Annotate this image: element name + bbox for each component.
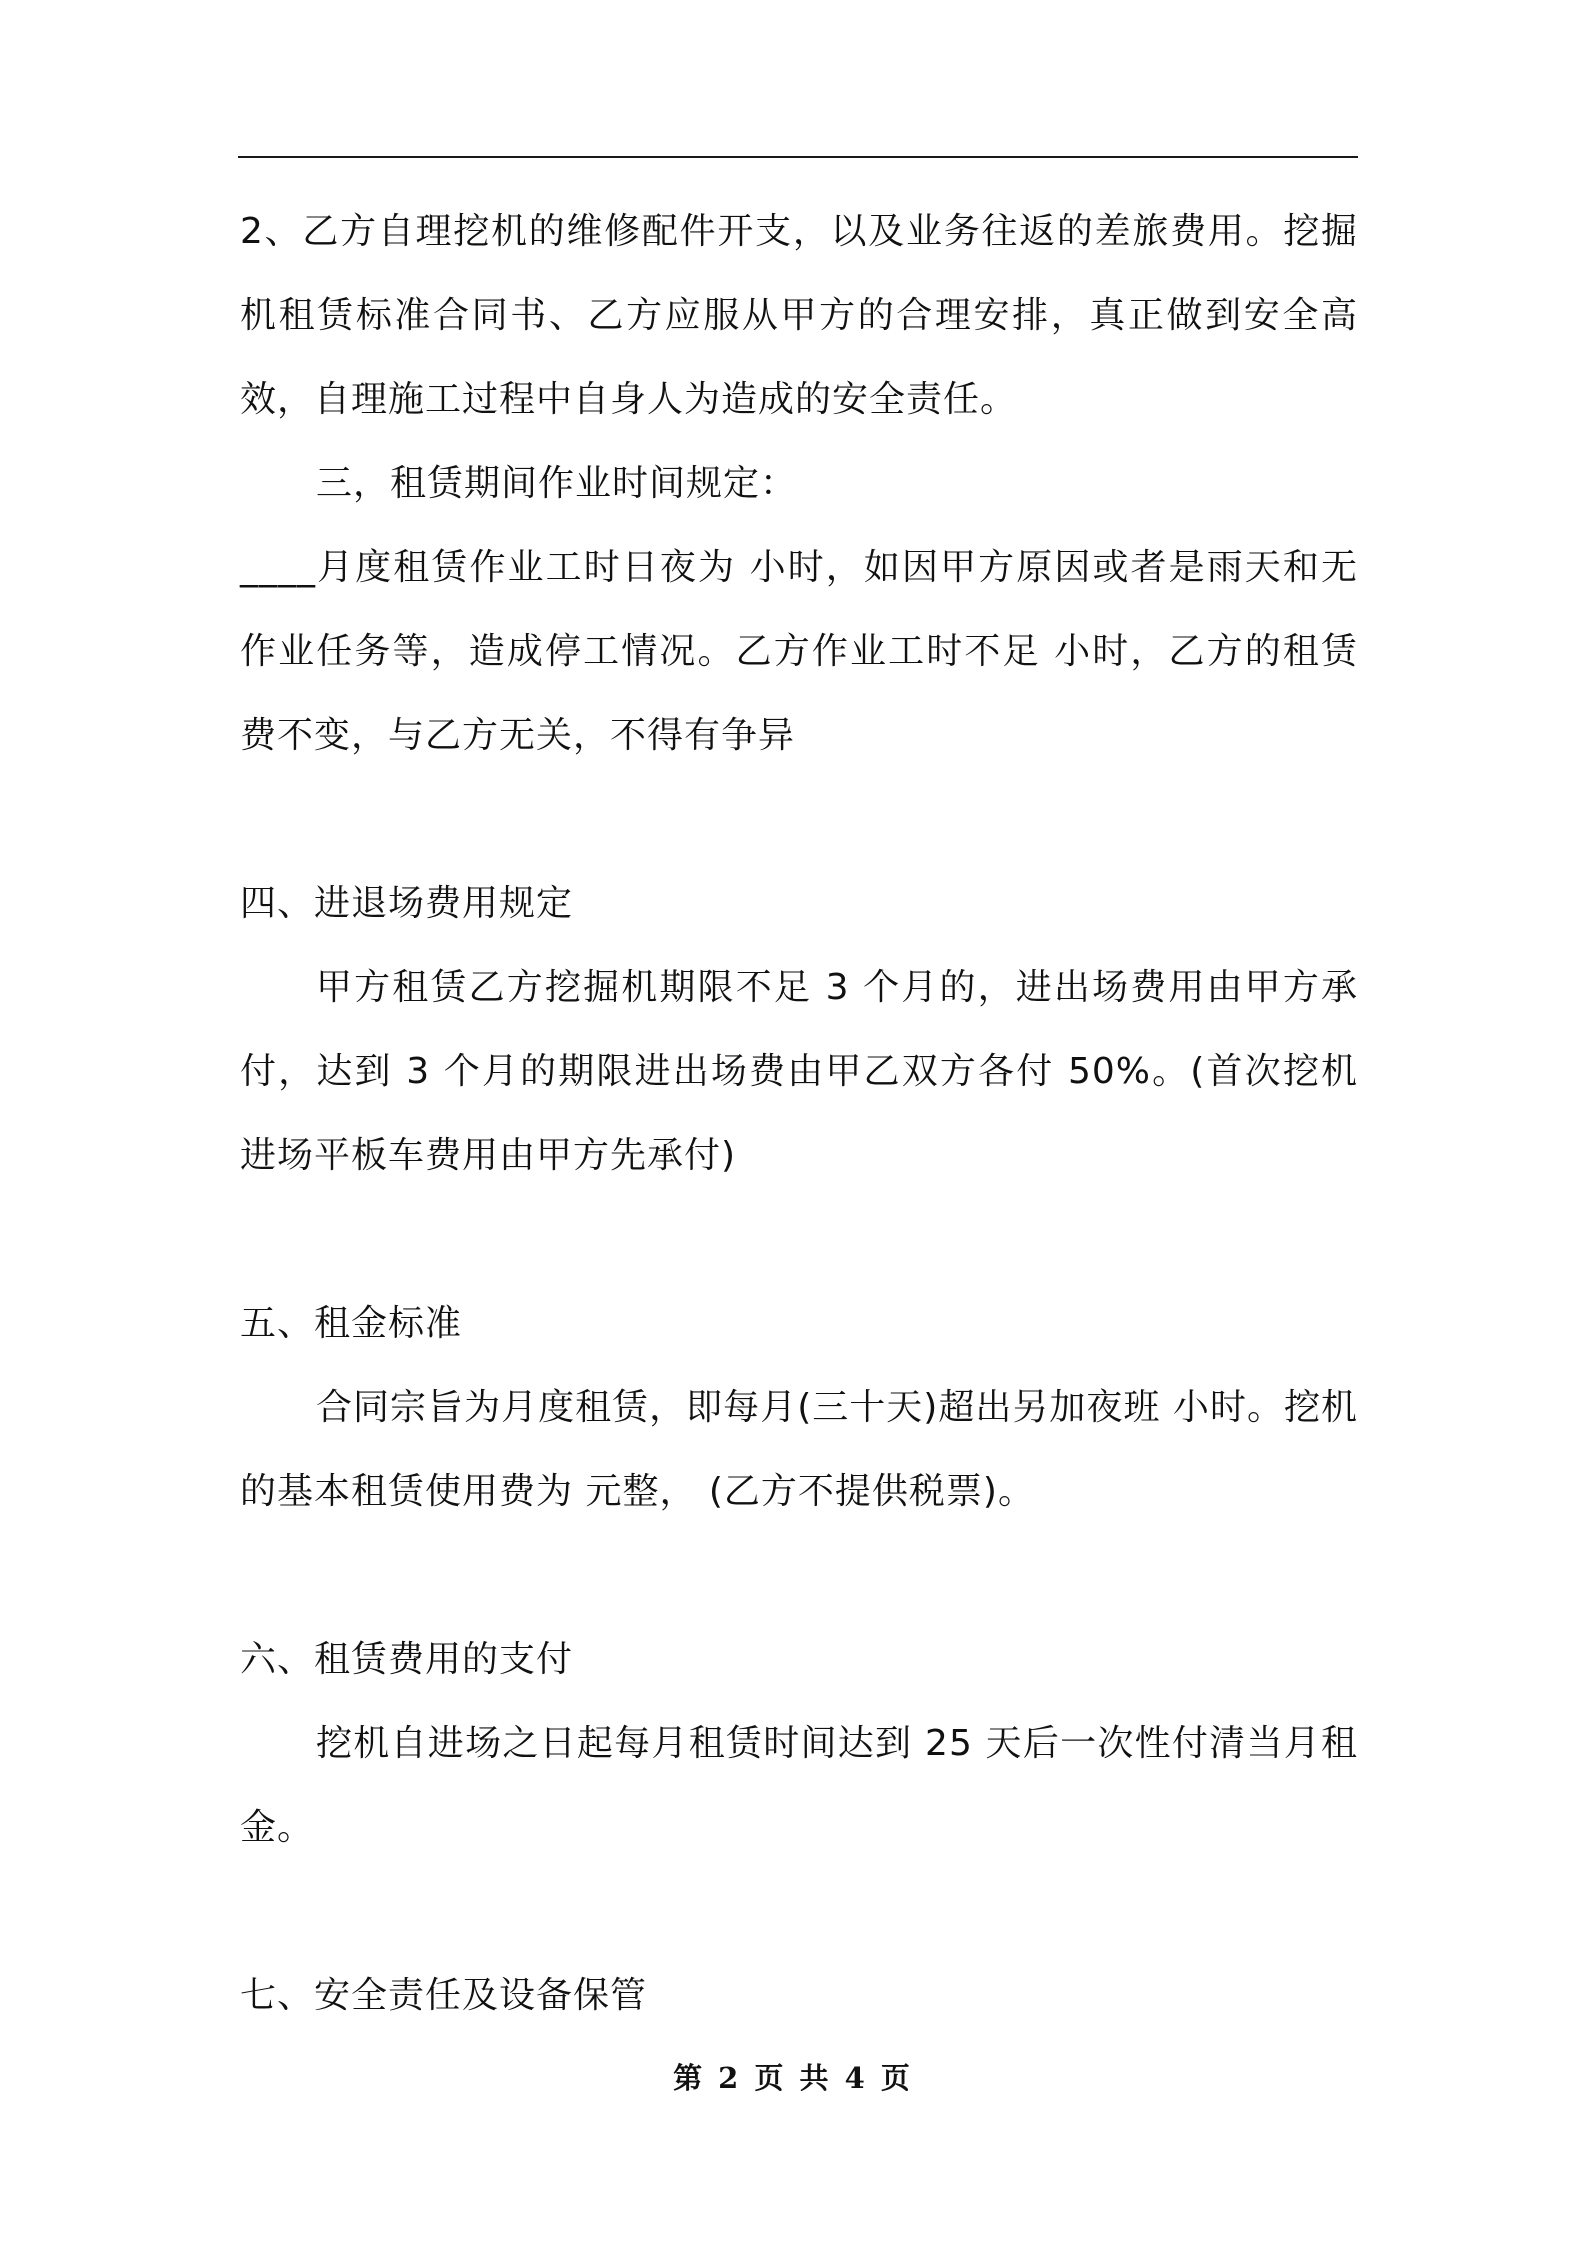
section-heading-payment: 六、租赁费用的支付 bbox=[240, 1639, 574, 1680]
section-heading-entry-exit-fees: 四、进退场费用规定 bbox=[240, 883, 574, 924]
spacer bbox=[240, 778, 1358, 862]
paragraph-payment: 挖机自进场之日起每月租赁时间达到 25 天后一次性付清当月租金。 bbox=[240, 1723, 1358, 1848]
spacer bbox=[240, 1870, 1358, 1954]
spacer bbox=[240, 1198, 1358, 1282]
paragraph-entry-exit-fees: 甲方租赁乙方挖掘机期限不足 3 个月的，进出场费用由甲方承付，达到 3 个月的期限进出场费由甲乙双方各付 50%。(首次挖机进场平板车费用由甲方先承付) bbox=[240, 967, 1358, 1176]
document-body bbox=[240, 190, 1358, 2038]
paragraph-expenses: 2、乙方自理挖机的维修配件开支，以及业务往返的差旅费用。挖掘机租赁标准合同书、乙方应服从甲方的合理安排，真正做到安全高效，自理施工过程中自身人为造成的安全责任。 bbox=[240, 211, 1358, 420]
paragraph-working-hours: ____月度租赁作业工时日夜为 小时，如因甲方原因或者是雨天和无作业任务等，造成停工情况。乙方作业工时不足 小时，乙方的租赁费不变，与乙方无关，不得有争异 bbox=[240, 547, 1358, 756]
section-heading-working-hours: 三，租赁期间作业时间规定： bbox=[316, 463, 798, 504]
page-number-footer: 第 2 页 共 4 页 bbox=[673, 2061, 913, 2095]
section-heading-safety: 七、安全责任及设备保管 bbox=[240, 1975, 648, 2016]
spacer bbox=[240, 1534, 1358, 1618]
header-rule bbox=[238, 156, 1358, 158]
section-heading-rent-standard: 五、租金标准 bbox=[240, 1303, 463, 1344]
paragraph-rent-standard: 合同宗旨为月度租赁，即每月(三十天)超出另加夜班 小时。挖机的基本租赁使用费为 元整， (乙方不提供税票)。 bbox=[240, 1387, 1358, 1512]
